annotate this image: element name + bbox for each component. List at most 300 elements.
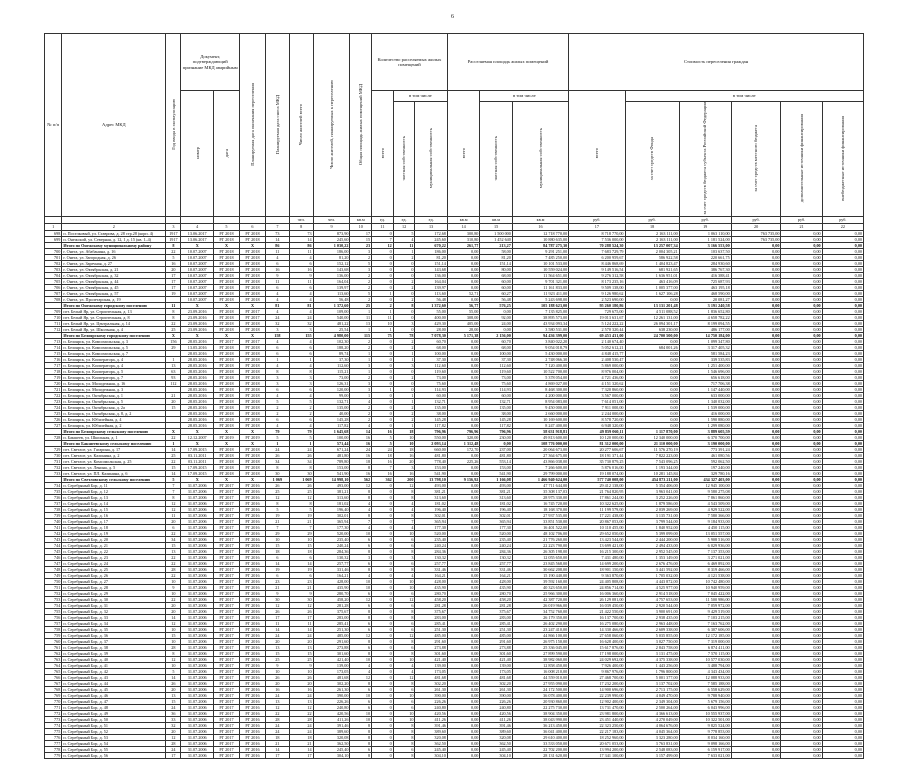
table-cell: 145,28 [480,416,512,422]
table-cell: 0,00 [447,524,479,530]
table-cell: РГ 2018 [213,410,239,416]
table-cell: 25 [265,488,289,494]
table-cell: 0,00 [625,374,679,380]
table-cell: 38,00 [480,410,512,416]
table-cell: 6 [393,590,415,596]
table-cell: 1 590 880,00 [679,416,731,422]
table-cell: X [239,242,265,248]
table-cell: 458,20 [415,596,447,602]
table-cell: 0,00 [731,338,781,344]
table-cell: 24 [350,446,372,452]
table-cell: 0,00 [781,230,822,236]
table-cell: 261,30 [415,686,447,692]
table-cell: 164,21 [313,572,350,578]
table-cell: 280,70 [415,590,447,596]
table-cell: РГ 2018 [213,398,239,404]
table-cell: 3 441 592,00 [625,566,679,572]
table-cell: 5 908 516,00 [679,536,731,542]
table-cell: 31.07.2006 [181,500,213,506]
page-number: 6 [451,14,454,20]
table-cell: 37,30 [313,356,350,362]
table-cell: РГ 2018 [239,236,265,242]
table-cell: 132,71 [480,398,512,404]
table-cell: 320,08 [480,734,512,740]
table-cell: 2 920 544,00 [625,602,679,608]
table-cell: 8 [393,488,415,494]
table-cell: 0,00 [731,452,781,458]
table-cell: 320,08 [313,734,350,740]
table-cell: 10 322 501,00 [679,716,731,722]
table-cell: 0,00 [822,536,863,542]
table-cell: РГ 2018 [213,284,239,290]
table-cell: 0,00 [731,380,781,386]
table-cell: 365,94 [313,518,350,524]
table-cell: 8 [350,548,372,554]
table-cell: 20 671 053,00 [569,740,625,746]
table-cell: 4 [265,290,289,296]
table-cell: 86 [289,242,313,248]
table-cell: 5 [372,440,394,446]
table-cell: 11 [393,242,415,248]
table-cell: 0 [372,512,394,518]
address-cell: п. Серебряный Бор, д. 35 [62,626,166,632]
table-cell: 796,96 [480,428,512,434]
table-cell: 4 [350,668,372,674]
table-cell: РГ 2017 [239,314,265,320]
table-cell: 196,40 [313,506,350,512]
table-cell: 541,90 [480,470,512,476]
table-cell: 1 645,68 [313,428,350,434]
table-cell: 17 232 200,00 [569,680,625,686]
table-cell: 741 [45,524,62,530]
table-cell: 240,80 [415,704,447,710]
table-cell: 0,00 [822,566,863,572]
table-cell: 80,00 [480,266,512,272]
table-cell: 0,00 [731,476,781,482]
table-cell: РГ 2016 [239,650,265,656]
table-cell: 8 [350,680,372,686]
table-cell: 0 [393,386,415,392]
table-cell: 4 [393,662,415,668]
table-cell: 796,96 [447,428,479,434]
column-number-cell: 7 [265,223,289,230]
table-cell: 28.05.2016 [181,362,213,368]
table-cell: 9 [265,662,289,668]
table-cell: 9 149 516,54 [569,266,625,272]
table-cell: 6 [350,620,372,626]
table-cell: РГ 2016 [239,512,265,518]
table-cell: 0,00 [731,632,781,638]
table-cell: 139,00 [313,662,350,668]
table-cell: 8 319 466,00 [679,566,731,572]
table-cell: 0,00 [731,242,781,248]
table-cell: 774 [45,722,62,728]
table-cell: 302,20 [480,680,512,686]
table-cell: 0,00 [731,638,781,644]
table-cell: РГ 2018 [239,398,265,404]
table-cell: 22 [166,248,181,254]
table-cell: РГ 2016 [239,752,265,758]
table-cell: 722 [45,392,62,398]
table-cell: 0,00 [822,560,863,566]
table-cell: 0,00 [822,404,863,410]
table-cell: 300,80 [447,230,479,236]
table-cell: 20 [289,638,313,644]
table-cell: 0,00 [781,410,822,416]
table-cell: X [181,476,213,482]
table-cell: 251,30 [480,626,512,632]
table-cell: 0,00 [447,746,479,752]
table-cell: 181,02 [313,500,350,506]
table-cell: 0,00 [731,326,781,332]
table-cell: РГ 2018 [239,254,265,260]
table-cell: 713 [45,338,62,344]
table-cell: РГ 2017 [213,674,239,680]
address-cell: п. Белоярск, ул. Кооператора, д. 7 [62,374,166,380]
table-cell: 320,00 [447,434,479,440]
table-cell: 0 [372,410,394,416]
table-cell: 10 [393,584,415,590]
table-cell: 261,30 [480,686,512,692]
table-cell: 26 975 150,00 [512,638,568,644]
table-cell: 3 567 000,00 [569,392,625,398]
table-cell: 6 307 606,00 [679,626,731,632]
column-number-cell: 15 [480,223,512,230]
table-cell: 24 [289,692,313,698]
table-cell: 240,24 [480,542,512,548]
table-cell: 12 055 650,00 [512,554,568,560]
table-cell: 779 [45,752,62,758]
table-cell: 2 [393,284,415,290]
table-cell: 34 [265,458,289,464]
table-cell: 13 [265,698,289,704]
table-cell: 47 711 644,00 [512,482,568,488]
table-cell: 0,00 [447,650,479,656]
table-cell: РГ 2016 [239,482,265,488]
table-cell: 0,00 [447,296,479,302]
address-cell: п. Серебряный Бор, д. 17 [62,518,166,524]
table-cell: РГ 2017 [213,686,239,692]
table-cell: 22 [265,710,289,716]
table-cell: 0,00 [731,272,781,278]
table-cell: РГ 2017 [213,590,239,596]
table-cell: 763 735,00 [731,236,781,242]
address-cell: п. Серебряный Бор, д. 56 [62,752,166,758]
table-cell: 2 [350,338,372,344]
table-cell: 481,68 [415,674,447,680]
table-cell: РГ 2016 [239,554,265,560]
table-cell: 0,00 [625,338,679,344]
table-cell: 771 [45,704,62,710]
table-cell: 0,00 [480,308,512,314]
table-cell: 10 [393,440,415,446]
table-cell: 24 [289,446,313,452]
table-cell: 23.09.2016 [181,308,213,314]
table-cell: 8 [350,650,372,656]
table-cell: 68,00 [480,272,512,278]
table-cell: 10 322 625,00 [569,500,625,506]
table-cell: 12 [393,482,415,488]
table-cell: 21 [265,518,289,524]
table-cell: 0 [372,392,394,398]
table-cell: 81,20 [313,254,350,260]
column-number-cell: 11 [372,223,394,230]
table-cell: 0,00 [447,272,479,278]
table-cell: 31.07.2006 [181,638,213,644]
table-cell: 778,40 [415,458,447,464]
table-cell: 56,77 [447,302,479,308]
table-cell: 755 [45,608,62,614]
table-cell: 6 [350,560,372,566]
table-cell: 0,00 [781,560,822,566]
header-commissioning: Год ввода в эксплуатацию [166,34,181,217]
table-cell: 19 [289,566,313,572]
table-cell: 14 900 696,00 [569,686,625,692]
table-cell: 308,00 [447,314,479,320]
table-cell: 10 559 024,00 [512,266,568,272]
table-cell: РГ 2018 [239,266,265,272]
table-cell: 17 [350,230,372,236]
table-cell: 1 312,48 [447,440,479,446]
table-cell: 2 [393,254,415,260]
table-cell: 10 [372,320,394,326]
table-cell: 4 848 415,77 [569,350,625,356]
table-cell: 0 [372,740,394,746]
table-cell: 39 592 160,00 [512,578,568,584]
table-cell: 188,20 [313,344,350,350]
table-cell: 2 [393,344,415,350]
table-cell: 3 [350,554,372,560]
table-cell: 164,21 [480,572,512,578]
table-cell: 172,70 [447,446,479,452]
table-cell: 709 [45,308,62,314]
table-cell: 0,00 [781,656,822,662]
table-cell: 0,00 [781,482,822,488]
table-cell: 3 [289,374,313,380]
table-cell: 145,28 [313,416,350,422]
table-cell: 3 166 553,00 [679,242,731,248]
table-cell: РГ 2018 [213,266,239,272]
table-cell: 81,20 [415,254,447,260]
table-cell: 19 [265,566,289,572]
table-cell: 2 [265,410,289,416]
table-cell: 273,88 [313,644,350,650]
table-cell: 29 799 000,00 [512,470,568,476]
table-cell: 284 930,60 [679,260,731,266]
table-cell: 5 679 156,00 [679,698,731,704]
table-cell: 0,00 [731,554,781,560]
table-cell: 0 [372,644,394,650]
table-cell: 112,60 [415,362,447,368]
table-cell: 2 523 690,00 [569,296,625,302]
table-cell: 16 [350,452,372,458]
table-cell: 0,00 [781,338,822,344]
table-cell: РГ 2018 [239,344,265,350]
table-cell: 3 889 605,59 [679,428,731,434]
table-cell: 0,00 [447,656,479,662]
table-cell: 704 [45,272,62,278]
table-cell: 0,00 [731,704,781,710]
table-cell: 0,00 [731,518,781,524]
table-cell: 19 188 074,00 [569,470,625,476]
table-cell: 6 370 700,00 [679,434,731,440]
table-cell: 24 [166,746,181,752]
table-cell: 24 405 808,00 [569,578,625,584]
table-cell: 12 902 400,00 [569,698,625,704]
table-cell: 1 [393,398,415,404]
table-cell: 0,00 [625,296,679,302]
table-cell: 10 [393,578,415,584]
table-cell: 24 029 692,00 [569,656,625,662]
table-cell: 55,00 [415,308,447,314]
table-cell: 26 [289,674,313,680]
column-number-cell: 20 [731,223,781,230]
table-cell: 132,71 [313,398,350,404]
table-cell: 10 281 145,84 [625,470,679,476]
table-cell: 22 [166,434,181,440]
table-cell: 8 468 300,00 [512,386,568,392]
table-cell: 81,20 [480,254,512,260]
table-cell: 778 [45,746,62,752]
table-cell: 16 745 720,00 [512,500,568,506]
table-cell: 1 443 256,00 [625,662,679,668]
table-cell: 3 [289,380,313,386]
table-cell: 719 [45,374,62,380]
table-cell: 21 110 000,00 [625,440,679,446]
table-cell: 0,00 [625,380,679,386]
table-cell: 3 [350,380,372,386]
table-cell: 0,00 [822,494,863,500]
table-cell: 707 [45,290,62,296]
table-cell: 5 354 406,00 [625,482,679,488]
table-cell: 485,00 [415,632,447,638]
table-cell: 0,00 [822,398,863,404]
table-cell: 31.07.2006 [181,734,213,740]
table-cell: 0 [393,308,415,314]
table-cell: 0,00 [731,596,781,602]
table-cell: 8 [393,302,415,308]
table-cell: 235,40 [480,536,512,542]
table-cell: 14 [166,446,181,452]
table-cell: 281,28 [480,602,512,608]
table-cell: 2 163 111,00 [625,230,679,236]
table-cell: 20 [289,680,313,686]
table-cell: 0,00 [781,356,822,362]
table-cell: 0,00 [822,374,863,380]
table-cell: 153,00 [313,464,350,470]
table-cell: 43 934 093,34 [512,320,568,326]
table-cell: 0,00 [781,512,822,518]
table-cell: 0,00 [822,356,863,362]
table-cell: 13.05.2016 [181,344,213,350]
table-cell: 6 558 629,00 [679,686,731,692]
unit-cell [239,216,265,223]
table-cell: 6 [265,416,289,422]
table-cell: 750 [45,578,62,584]
table-cell: 4 [265,392,289,398]
header-rooms-count-group: Количество расселяемых жилых помещений [372,34,448,91]
table-cell: 0,00 [447,464,479,470]
table-cell: РГ 2016 [239,578,265,584]
table-cell: 660,00 [415,446,447,452]
table-cell: 36 041 400,00 [512,728,568,734]
table-cell: 0,00 [447,704,479,710]
table-cell: 10 [289,536,313,542]
table-cell: 31.07.2006 [181,752,213,758]
table-cell: 9 867 976,00 [569,668,625,674]
table-cell: 4 [350,506,372,512]
table-cell: 22 [166,554,181,560]
table-cell: 31.07.2006 [181,650,213,656]
table-cell: 0,00 [822,752,863,758]
table-cell: 13.06.2017 [181,236,213,242]
address-cell: п. Серебряный Бор, д. 43 [62,674,166,680]
table-cell: 25 336 045,00 [512,644,568,650]
table-cell: 700 [45,248,62,254]
table-cell: 12 [350,632,372,638]
table-cell: 0,00 [731,266,781,272]
table-cell: 0,00 [447,722,479,728]
table-cell: 0,00 [822,332,863,338]
address-cell: п. Серебряный Бор, д. 45 [62,686,166,692]
units-row [45,216,864,223]
table-cell: 115 [350,332,372,338]
table-cell: 23 845 568,00 [512,560,568,566]
table-cell: 31.07.2006 [181,608,213,614]
table-cell: 16 401 522,00 [512,524,568,530]
table-cell: 1 063 110,00 [679,230,731,236]
table-cell: 31.07.2006 [181,662,213,668]
table-cell: 3 963 041,00 [625,488,679,494]
table-cell: 0,00 [781,740,822,746]
table-cell: 25 [289,488,313,494]
table-cell: 577 740 008,00 [569,476,625,482]
table-cell: 10.07.2007 [181,260,213,266]
table-cell: 31.07.2006 [181,692,213,698]
table-cell: 10.07.2007 [181,278,213,284]
table-cell: 4 [289,290,313,296]
address-cell: п. Серебряный Бор, д. 52 [62,728,166,734]
table-cell: 95 260 180,86 [569,302,625,308]
table-cell: 11 576 270,19 [625,446,679,452]
table-cell: РГ 2018 [213,230,239,236]
table-cell: 4 [289,308,313,314]
table-cell: 4 [265,338,289,344]
table-cell: 481,68 [313,674,350,680]
table-cell: 0,00 [822,266,863,272]
table-cell: 12 [372,242,394,248]
table-cell: 4 [393,668,415,674]
table-cell: 0,00 [731,398,781,404]
table-cell: 0,00 [822,230,863,236]
address-cell: п. Серебряный Бор, д. 40 [62,656,166,662]
table-cell: 4 [289,362,313,368]
table-cell: 28.05.2016 [181,368,213,374]
table-cell: 6 [289,344,313,350]
table-cell: 2 676 476,00 [625,560,679,566]
table-cell: 158 [265,332,289,338]
column-number-cell: 4 [181,223,213,230]
table-cell: 11 500 986,00 [679,596,731,602]
table-cell: 7 431 480,00 [569,554,625,560]
table-cell: 0,00 [731,740,781,746]
address-cell: Итого по Белоярскому сельскому поселению [62,428,166,434]
table-cell: 0,00 [731,470,781,476]
table-cell: 6 [350,542,372,548]
table-cell: 0,00 [625,392,679,398]
table-cell: 4 [265,254,289,260]
table-cell: РГ 2017 [213,638,239,644]
